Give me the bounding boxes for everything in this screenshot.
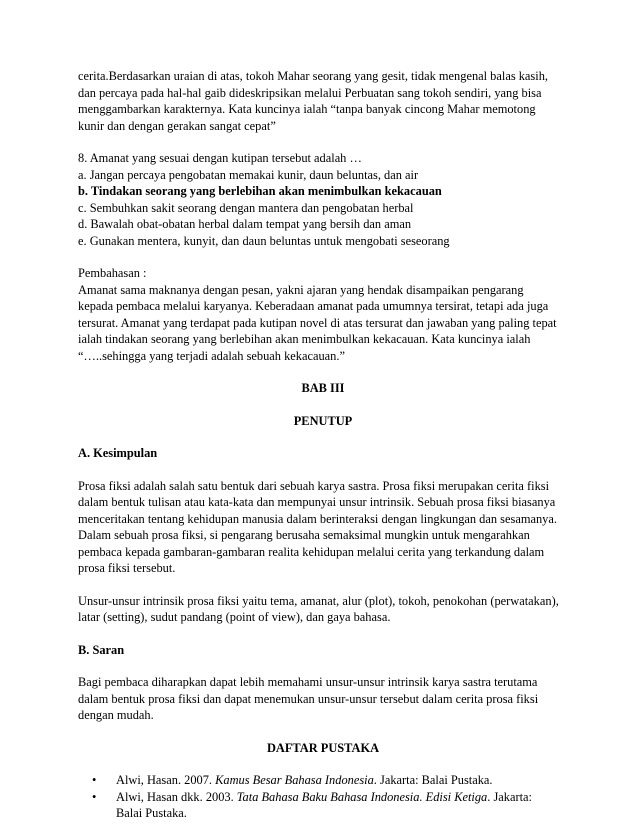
text-line: cerita.Berdasarkan uraian di atas, tokoh Mahar seorang yang gesit, tidak mengenal balas kasih, <box>78 69 548 83</box>
kesimpulan-paragraph-1 <box>78 478 568 577</box>
text-line: dan percaya pada hal-hal gaib dideskripsikan melalui Perbuatan sang tokoh sendiri, yang bisa <box>78 85 542 100</box>
kesimpulan-paragraph-2 <box>78 593 568 626</box>
pembahasan-label: Pembahasan : <box>78 266 147 280</box>
text-line: “…..sehingga yang terjadi adalah sebuah kekacauan.” <box>78 348 345 363</box>
text-line: menceritakan tentang kehidupan manusia dalam berinteraksi dengan lingkungan dan sesamanya. <box>78 511 557 526</box>
document-page <box>78 68 568 822</box>
text-line: pembaca kepada gambaran-gambaran realita kehidupan melalui cerita yang terkandung dalam <box>78 544 545 559</box>
reference-author: Alwi, Hasan dkk. 2003. <box>116 789 237 804</box>
bullet-icon: • <box>92 789 97 804</box>
text-line: kepada pembaca melalui karyanya. Keberadaan amanat pada umumnya tersirat, tetapi ada juga <box>78 299 549 313</box>
text-line: Unsur-unsur intrinsik prosa fiksi yaitu tema, amanat, alur (plot), tokoh, penokohan (perwatakan), <box>78 593 559 608</box>
reference-item <box>78 789 568 822</box>
reference-publisher: . Jakarta: Balai Pustaka. <box>373 773 493 787</box>
reference-item <box>78 772 568 789</box>
text-line: Dalam sebuah prosa fiksi, si pengarang berusaha semaksimal mungkin untuk mengarahkan <box>78 528 530 542</box>
reference-publisher: . Jakarta: <box>487 789 532 804</box>
text-line: kunir dan dengan gerakan sangat cepat” <box>78 118 276 133</box>
pembahasan-block <box>78 265 568 364</box>
option-a: a. Jangan percaya pengobatan memakai kunir, daun beluntas, dan air <box>78 167 419 182</box>
text-line: ialah tindakan seorang yang berlebihan akan menimbulkan kekacauan. Kata kuncinya ialah <box>78 332 531 346</box>
option-d: d. Bawalah obat-obatan herbal dalam tempat yang bersih dan aman <box>78 217 412 231</box>
option-c: c. Sembuhkan sakit seorang dengan mantera dan pengobatan herbal <box>78 200 414 215</box>
chapter-number: BAB III <box>301 381 345 395</box>
reference-author: Alwi, Hasan. 2007. <box>116 773 216 787</box>
reference-list <box>78 772 568 822</box>
option-b-correct: b. Tindakan seorang yang berlebihan akan menimbulkan kekacauan <box>78 184 442 198</box>
text-line: prosa fiksi tersebut. <box>78 561 176 575</box>
intro-paragraph <box>78 68 568 134</box>
text-line: Amanat sama maknanya dengan pesan, yakni ajaran yang hendak disampaikan pengarang <box>78 282 524 297</box>
text-line: tersurat. Amanat yang terdapat pada kutipan novel di atas tersurat dan jawaban yang paling tepat <box>78 315 557 330</box>
question-stem: 8. Amanat yang sesuai dengan kutipan tersebut adalah … <box>78 151 362 165</box>
chapter-title: PENUTUP <box>293 413 353 428</box>
text-line: Prosa fiksi adalah salah satu bentuk dari sebuah karya sastra. Prosa fiksi merupakan cerita fiksi <box>78 478 550 493</box>
text-line: Bagi pembaca diharapkan dapat lebih memahami unsur-unsur intrinsik karya sastra terutama <box>78 675 538 689</box>
saran-heading: B. Saran <box>78 642 125 657</box>
bullet-icon: • <box>92 773 97 787</box>
daftar-pustaka-heading: DAFTAR PUSTAKA <box>266 740 380 755</box>
question-block <box>78 150 568 249</box>
saran-paragraph <box>78 674 568 724</box>
reference-continuation: Balai Pustaka. <box>116 806 187 820</box>
text-line: dengan mudah. <box>78 708 154 722</box>
text-line: dalam bentuk prosa fiksi dan dapat menemukan unsur-unsur tersebut dalam cerita prosa fiksi <box>78 691 539 706</box>
kesimpulan-heading: A. Kesimpulan <box>78 446 158 460</box>
text-line: dalam bentuk tulisan atau kata-kata dan mempunyai unsur intrinsik. Sebuah prosa fiksi biasanya <box>78 495 556 509</box>
option-e: e. Gunakan mentera, kunyit, dan daun beluntas untuk mengobati seseorang <box>78 233 450 248</box>
text-line: menggambarkan karakternya. Kata kuncinya ialah “tanpa banyak cincong Mahar memotong <box>78 102 536 116</box>
reference-title: Kamus Besar Bahasa Indonesia <box>215 773 374 787</box>
text-line: latar (setting), sudut pandang (point of view), dan gaya bahasa. <box>78 610 391 624</box>
reference-title: Tata Bahasa Baku Bahasa Indonesia. Edisi Ketiga <box>236 789 488 804</box>
